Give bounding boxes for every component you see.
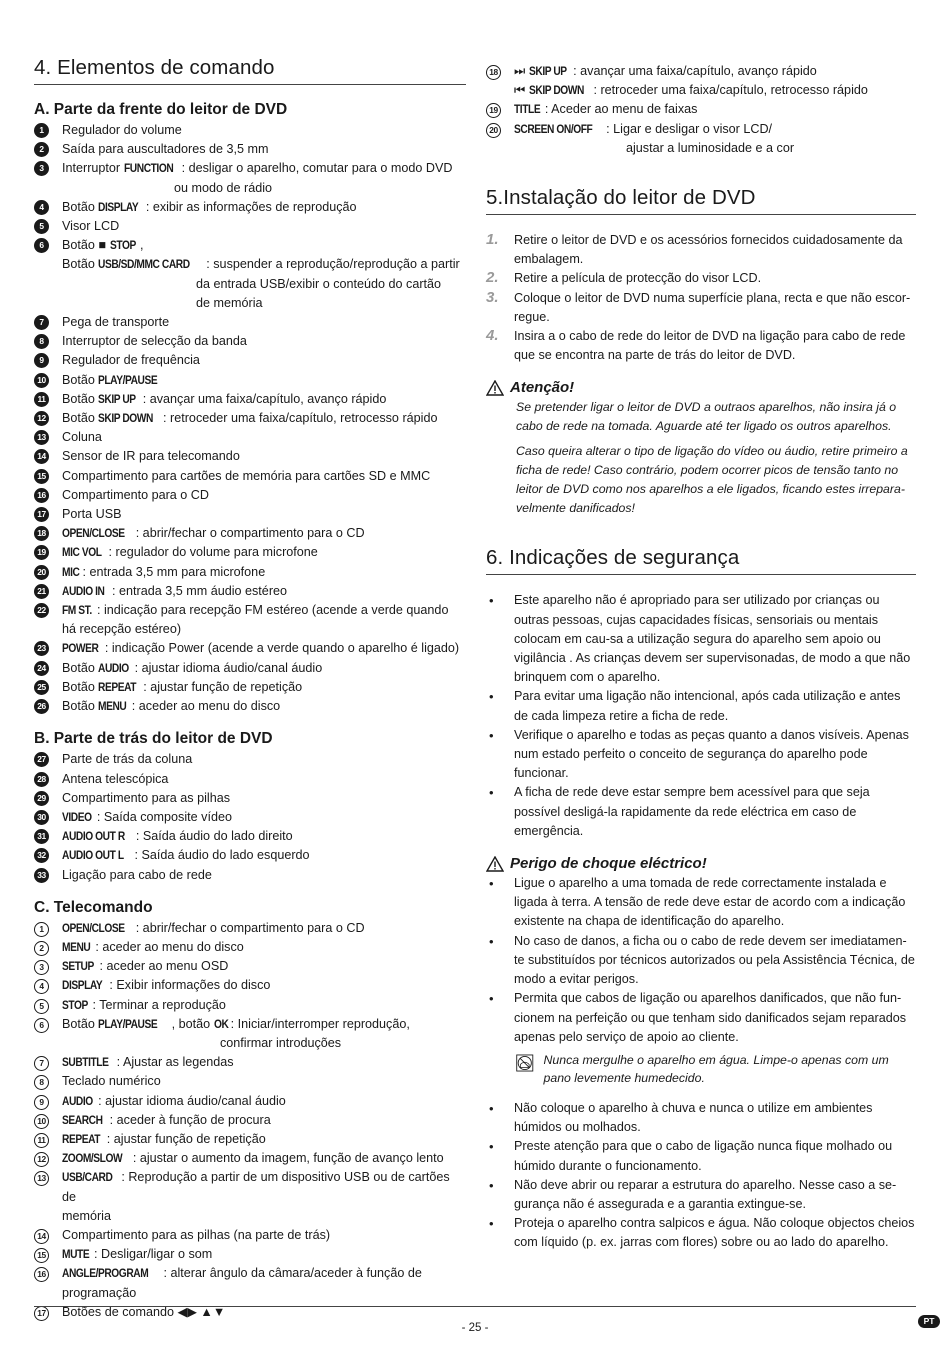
item-text: : Iniciar/interromper reprodução, (230, 1016, 410, 1031)
list-item (34, 1130, 466, 1149)
list-item (34, 1245, 466, 1264)
item-number: 13 (34, 1171, 49, 1186)
item-number: 4 (34, 979, 49, 994)
item-text: Compartimento para as pilhas (62, 790, 230, 805)
list-item (34, 601, 466, 639)
step-number: 1. (486, 231, 499, 249)
item-text: Regulador do volume (62, 123, 182, 137)
control-key-label: SKIP UP (528, 64, 567, 78)
bullet-item (486, 1214, 916, 1252)
bullet-icon: • (489, 933, 494, 949)
list-item (34, 447, 466, 466)
item-text: Compartimento para as pilhas (na parte de trás) (62, 1227, 331, 1242)
item-number: 12 (34, 411, 49, 426)
shock-bullets (486, 874, 916, 1047)
list-item (34, 486, 466, 505)
item-text: Porta USB (62, 507, 122, 522)
list-item (34, 217, 466, 236)
control-key-label: AUDIO (98, 660, 130, 675)
item-number: 8 (34, 334, 49, 349)
item-text: : Saída áudio do lado direito (135, 829, 293, 844)
list-item (34, 789, 466, 808)
list-item (486, 120, 916, 158)
item-text: : ajustar o aumento da imagem, função de avanço lento (132, 1151, 444, 1166)
item-number: 12 (34, 1152, 49, 1167)
control-key-label: AUDIO OUT R (62, 829, 125, 844)
list-item (34, 827, 466, 846)
control-key-label: SUBTITLE (62, 1055, 109, 1070)
item-text: Saída para auscultadores de 3,5 mm (62, 142, 269, 157)
item-text: : aceder ao menu do disco (95, 939, 244, 954)
page-number: - 25 - (461, 1322, 489, 1334)
item-text: Botão ■ (62, 238, 110, 253)
item-number: 17 (34, 507, 49, 522)
list-item (34, 390, 466, 409)
safety-bullets (486, 591, 916, 841)
item-number: 6 (34, 1018, 49, 1033)
item-number: 23 (34, 641, 49, 656)
item-number: 13 (34, 430, 49, 445)
item-text: : Reprodução a partir de um dispositivo USB ou de cartões de (62, 1170, 450, 1204)
item-text: Interruptor de selecção da banda (62, 334, 247, 349)
list-item (34, 1149, 466, 1168)
list-item (34, 639, 466, 658)
list-item (34, 750, 466, 769)
item-text: : Desligar/ligar o som (94, 1247, 213, 1262)
item-number: 14 (34, 1229, 49, 1244)
item-number: 19 (34, 545, 49, 560)
item-text: : ajustar função de repetição (143, 679, 303, 694)
list-item (34, 996, 466, 1015)
item-number: 2 (34, 142, 49, 157)
part-b-title: B. Parte de trás do leitor de DVD (34, 730, 273, 748)
bullet-text: Não deve abrir ou reparar a estrutura do aparelho. Nesse caso a se-gurança não é assegurada e a garantia extingue-se. (514, 1177, 897, 1211)
list-item (34, 236, 466, 255)
bullet-item (486, 591, 916, 687)
footer-divider (34, 1306, 916, 1307)
control-key-label: SKIP DOWN (98, 411, 154, 426)
list-item (34, 332, 466, 351)
bullet-icon: • (489, 727, 494, 743)
item-text: ⏮ (514, 83, 529, 98)
item-text: : avançar uma faixa/capítulo, avanço rápido (573, 64, 817, 78)
control-key-label: TITLE (514, 102, 541, 117)
step-text: Coloque o leitor de DVD numa superfície plana, recta e que não escor-regue. (514, 290, 911, 324)
attention-title: Atenção! (510, 379, 575, 397)
list-item (34, 313, 466, 332)
item-number: 22 (34, 603, 49, 618)
item-text: Botões de comando ◀▶ ▲▼ (62, 1304, 226, 1319)
item-number: 20 (34, 565, 49, 580)
item-text: : exibir as informações de reprodução (145, 199, 357, 214)
list-item (34, 467, 466, 486)
list-item (34, 1226, 466, 1245)
item-text: Interruptor (62, 161, 124, 176)
list-item (34, 543, 466, 562)
item-continuation: de memória (196, 295, 263, 310)
item-continuation: ou modo de rádio (174, 180, 273, 195)
item-number: 17 (34, 1306, 49, 1321)
control-key-label: STOP (109, 238, 136, 253)
bullet-item (486, 1176, 916, 1214)
list-item (34, 1264, 466, 1302)
control-key-label: FM ST. (62, 603, 92, 618)
bullet-text: No caso de danos, a ficha ou o cabo de rede devem ser imediatamen-te substituídos por técnicos autorizados ou pela Assistência Técnica, de modo a evitar perigos. (514, 933, 915, 987)
item-text: : indicação para recepção FM estéreo (acende a verde quando (97, 603, 449, 618)
bullet-text: A ficha de rede deve estar sempre bem acessível para que seja possível desligá-la rapidamente da rede eléctrica em caso de emergência. (514, 785, 870, 838)
list-item (34, 1111, 466, 1130)
installation-steps (486, 231, 916, 365)
control-key-label: MIC VOL (62, 545, 102, 560)
list-item (34, 976, 466, 995)
item-text: : alterar ângulo da câmara/aceder à função de programação (62, 1266, 422, 1300)
list-item (34, 938, 466, 957)
bullet-icon: • (489, 1216, 494, 1232)
no-immersion-icon (516, 1051, 534, 1075)
item-text: : indicação Power (acende a verde quando o aparelho é ligado) (104, 641, 460, 656)
item-continuation: há recepção estéreo) (62, 622, 182, 637)
list-item (34, 563, 466, 582)
bullet-icon: • (489, 991, 494, 1007)
control-key-label: ANGLE/PROGRAM (62, 1266, 149, 1281)
item-text: Botão (62, 1016, 99, 1031)
part-c-list-continued (486, 62, 916, 158)
general-bullets (486, 1099, 916, 1253)
control-key-label: MUTE (62, 1247, 90, 1262)
item-text: : aceder à função de procura (109, 1112, 271, 1127)
left-column (34, 56, 466, 1322)
bullet-item (486, 989, 916, 1047)
item-text: Compartimento para cartões de memória para cartões SD e MMC (62, 468, 431, 483)
item-number: 18 (34, 526, 49, 541)
item-text: : retroceder uma faixa/capítulo, retrocesso rápido (163, 411, 438, 426)
list-item (34, 1053, 466, 1072)
bullet-text: Verifique o aparelho e todas as peças quanto a danos visíveis. Apenas num estado perfeito o conceito de segurança do aparelho pode funcionar. (514, 727, 909, 781)
control-key-label: OPEN/CLOSE (62, 526, 125, 541)
control-key-label: MENU (98, 699, 127, 714)
list-item (34, 659, 466, 678)
item-number: 33 (34, 868, 49, 883)
item-text: Botão (62, 679, 99, 694)
item-text: Botão (62, 199, 99, 214)
item-text: Visor LCD (62, 219, 120, 234)
control-key-label: OPEN/CLOSE (62, 920, 125, 935)
item-text: : ajustar função de repetição (106, 1131, 266, 1146)
shock-heading (486, 855, 916, 872)
list-item (34, 1092, 466, 1111)
control-key-label: AUDIO IN (62, 583, 105, 598)
part-c-list (34, 919, 466, 1322)
item-number: 6 (34, 238, 49, 253)
bullet-icon: • (489, 1177, 494, 1193)
item-text: Ligação para cabo de rede (62, 867, 212, 882)
bullet-icon: • (489, 593, 494, 609)
control-key-label: SKIP UP (98, 391, 137, 406)
item-number: 21 (34, 584, 49, 599)
control-key-label: USB/SD/MMC CARD (98, 257, 191, 272)
list-item (34, 121, 466, 140)
list-item (34, 140, 466, 159)
item-number: 25 (34, 680, 49, 695)
control-key-label: VIDEO (62, 809, 92, 824)
item-text: : avançar uma faixa/capítulo, avanço rápido (142, 391, 387, 406)
item-number: 31 (34, 829, 49, 844)
item-text: Botão (62, 699, 99, 714)
bullet-item (486, 783, 916, 841)
list-item (34, 1072, 466, 1091)
item-text: : Ajustar as legendas (116, 1055, 234, 1070)
item-text: : abrir/fechar o compartimento para o CD (135, 920, 365, 935)
item-number: 28 (34, 772, 49, 787)
item-number: 3 (34, 960, 49, 975)
item-number: 24 (34, 661, 49, 676)
item-text: : Aceder ao menu de faixas (544, 102, 698, 117)
bullet-text: Não coloque o aparelho à chuva e nunca o utilize em ambientes húmidos ou molhados. (514, 1100, 873, 1135)
attention-heading (486, 379, 916, 396)
list-item (34, 159, 466, 197)
bullet-icon: • (489, 785, 494, 801)
list-item (34, 866, 466, 885)
item-number: 4 (34, 200, 49, 215)
control-key-label: POWER (62, 641, 99, 656)
item-text: Parte de trás da coluna (62, 752, 193, 767)
warning-triangle-icon (486, 380, 504, 396)
item-number: 1 (34, 123, 49, 138)
item-text: Teclado numérico (62, 1074, 161, 1089)
item-number: 16 (34, 1267, 49, 1282)
step-item (486, 269, 916, 288)
item-text: , (139, 238, 144, 253)
item-number: 9 (34, 353, 49, 368)
item-number: 9 (34, 1095, 49, 1110)
list-item (34, 957, 466, 976)
step-text: Retire a película de protecção do visor LCD. (514, 271, 762, 286)
list-item (34, 846, 466, 865)
item-continuation: ajustar a luminosidade e a cor (626, 140, 795, 155)
list-item (34, 582, 466, 601)
water-note-text: Nunca mergulhe o aparelho em água. Limpe-o apenas com um pano levemente humedecido. (543, 1052, 889, 1085)
list-item (34, 524, 466, 543)
item-text: : aceder ao menu do disco (131, 699, 281, 714)
part-b-list (34, 750, 466, 884)
item-continuation (514, 81, 916, 100)
control-key-label: STOP (62, 997, 88, 1012)
item-text: Coluna (62, 430, 102, 445)
list-item (34, 1168, 466, 1226)
bullet-item (486, 726, 916, 784)
warning-triangle-icon (486, 856, 504, 872)
item-text: : Exibir informações do disco (109, 978, 271, 993)
list-item (34, 351, 466, 370)
control-key-label: DISPLAY (98, 199, 139, 214)
list-item (34, 409, 466, 428)
control-key-label: SEARCH (62, 1112, 103, 1127)
item-number: 26 (34, 699, 49, 714)
list-item (34, 371, 466, 390)
item-text: Antena telescópica (62, 771, 169, 786)
item-number: 2 (34, 941, 49, 956)
item-text: : aceder ao menu OSD (99, 959, 229, 974)
control-key-label: SCREEN ON/OFF (514, 121, 593, 136)
item-text: : abrir/fechar o compartimento para o CD (135, 526, 365, 541)
shock-title: Perigo de choque eléctrico! (510, 855, 707, 873)
control-key-label: REPEAT (62, 1131, 101, 1146)
bullet-text: Este aparelho não é apropriado para ser utilizado por crianças ou outras pessoas, cujas capacidades físicas, sensoriais ou mentais colocam em cau-sa a utilização segura do aparelho sem apoio ou vigilância . As crianças devem ser supervisonadas, de modo a que não brinquem com o aparelho. (514, 593, 911, 685)
list-item (34, 919, 466, 938)
item-number: 10 (34, 373, 49, 388)
item-text: ⏭ (514, 64, 529, 78)
item-number: 10 (34, 1114, 49, 1129)
bullet-text: Para evitar uma ligação não intencional, após cada utilização e antes de cada limpeza retire a ficha de rede. (514, 689, 901, 723)
item-number: 20 (486, 123, 501, 138)
item-number: 5 (34, 219, 49, 234)
bullet-item (486, 932, 916, 990)
part-a-title: A. Parte da frente do leitor de DVD (34, 101, 288, 118)
item-text: : entrada 3,5 mm para microfone (82, 564, 266, 579)
control-key-label: SETUP (62, 959, 94, 974)
list-item (34, 770, 466, 789)
control-key-label: USB/CARD (62, 1170, 113, 1185)
item-text: Compartimento para o CD (62, 487, 209, 502)
bullet-item (486, 687, 916, 725)
list-item (34, 697, 466, 716)
item-number: 1 (34, 922, 49, 937)
item-text: Sensor de IR para telecomando (62, 449, 240, 464)
item-number: 18 (486, 65, 501, 80)
item-number: 30 (34, 810, 49, 825)
bullet-icon: • (489, 1100, 494, 1116)
control-key-label: MIC (62, 564, 80, 579)
control-key-label: OK (213, 1016, 229, 1031)
step-item (486, 327, 916, 365)
list-item (34, 428, 466, 447)
bullet-icon: • (489, 876, 494, 892)
item-continuation: confirmar introduções (220, 1035, 342, 1050)
control-key-label: ZOOM/SLOW (62, 1151, 123, 1166)
item-number: 27 (34, 752, 49, 767)
list-item (486, 100, 916, 119)
list-item (34, 505, 466, 524)
part-c-title: C. Telecomando (34, 898, 153, 916)
control-key-label: SKIP DOWN (528, 83, 584, 98)
bullet-text: Preste atenção para que o cabo de ligação nunca fique molhado ou húmido durante o funcionamento. (514, 1139, 893, 1173)
item-text: Botão (62, 372, 99, 387)
language-badge: PT (918, 1315, 940, 1328)
item-text: : ajustar idioma áudio/canal áudio (98, 1093, 286, 1108)
item-number: 5 (34, 999, 49, 1014)
bullet-text: Ligue o aparelho a uma tomada de rede correctamente instalada e ligada à terra. A tensão de rede deve estar de acordo com a indicação existente na chapa de identificação do aparelho. (514, 876, 906, 929)
list-item (34, 808, 466, 827)
list-item (34, 198, 466, 217)
attention-text-2: Caso queira alterar o tipo de ligação do vídeo ou áudio, retire primeiro a ficha de rede! Caso contrário, podem ocorrer picos de tensão tanto no leitor de DVD como nos aparelhos a ele ligados, ficando estes irrepara-velmente danificados! (516, 444, 908, 516)
item-text: : Saída áudio do lado esquerdo (134, 848, 310, 863)
section-6-title: 6. Indicações de segurança (486, 546, 916, 575)
item-text: Regulador de frequência (62, 353, 200, 368)
bullet-text: Permita que cabos de ligação ou aparelhos danificados, que não fun-cionem na perfeição ou que tenham sido danificados sejam reparados apenas pelo serviço de apoio ao cliente. (514, 991, 907, 1044)
item-text: Pega de transporte (62, 315, 170, 330)
control-key-label: AUDIO (62, 1093, 93, 1108)
item-number: 19 (486, 103, 501, 118)
bullet-text: Proteja o aparelho contra salpicos e água. Não coloque objectos cheios com líquido (p. ex. jarras com flores) sobre ou ao lado do aparelho. (514, 1216, 915, 1250)
item-number: 8 (34, 1075, 49, 1090)
step-number: 4. (486, 327, 499, 345)
item-text: : Terminar a reprodução (92, 997, 226, 1012)
control-key-label: MENU (62, 939, 91, 954)
step-text: Insira a o cabo de rede do leitor de DVD na ligação para cabo de rede que se encontra na parte de trás do leitor de DVD. (514, 329, 906, 363)
item-continuation: memória (62, 1208, 111, 1223)
control-key-label: PLAY/PAUSE (98, 1016, 158, 1031)
step-number: 2. (486, 269, 499, 287)
attention-text-1: Se pretender ligar o leitor de DVD a outraos aparelhos, não insira já o cabo de rede na tomada. Aguarde até ter ligado os outros aparelhos. (516, 400, 897, 434)
item-number: 14 (34, 449, 49, 464)
item-number: 32 (34, 848, 49, 863)
item-number: 7 (34, 1056, 49, 1071)
section-4-title: 4. Elementos de comando (34, 56, 466, 85)
item-text: Botão (62, 660, 99, 675)
control-key-label: REPEAT (98, 679, 137, 694)
item-text: : Saída composite vídeo (96, 809, 232, 824)
bullet-item (486, 1137, 916, 1175)
bullet-icon: • (489, 689, 494, 705)
step-text: Retire o leitor de DVD e os acessórios fornecidos cuidadosamente da embalagem. (514, 233, 903, 267)
item-text: : desligar o aparelho, comutar para o modo DVD (181, 161, 453, 176)
control-key-label: PLAY/PAUSE (98, 372, 158, 387)
item-number: 7 (34, 315, 49, 330)
step-number: 3. (486, 288, 499, 306)
item-number: 11 (34, 392, 49, 407)
item-text: Botão (62, 257, 99, 272)
step-item (486, 231, 916, 269)
item-number: 11 (34, 1133, 49, 1148)
list-item (34, 678, 466, 697)
item-number: 16 (34, 488, 49, 503)
item-text: Botão (62, 391, 99, 406)
item-number: 15 (34, 1248, 49, 1263)
part-a-list (34, 121, 466, 716)
bullet-item (486, 874, 916, 932)
water-note (486, 1051, 916, 1087)
item-text: Botão (62, 411, 99, 426)
item-text: : regulador do volume para microfone (108, 545, 318, 560)
item-text: : ajustar idioma áudio/canal áudio (134, 660, 323, 675)
bullet-icon: • (489, 1139, 494, 1155)
item-number: 15 (34, 469, 49, 484)
control-key-label: AUDIO OUT L (62, 848, 124, 863)
list-item (34, 255, 466, 313)
item-text: : retroceder uma faixa/capítulo, retrocesso rápido (593, 83, 868, 98)
item-text: : Ligar e desligar o visor LCD/ (606, 121, 773, 136)
control-key-label: FUNCTION (123, 161, 173, 176)
item-text: , botão (168, 1016, 214, 1031)
bullet-item (486, 1099, 916, 1137)
item-text: : entrada 3,5 mm áudio estéreo (112, 583, 288, 598)
control-key-label: DISPLAY (62, 978, 103, 993)
right-column (486, 62, 916, 1253)
list-item (34, 1015, 466, 1053)
item-continuation: da entrada USB/exibir o conteúdo do cartão (196, 276, 442, 291)
step-item (486, 289, 916, 327)
item-number: 29 (34, 791, 49, 806)
section-5-title: 5.Instalação do leitor de DVD (486, 186, 916, 215)
list-item (486, 62, 916, 100)
item-number: 3 (34, 161, 49, 176)
item-text: : suspender a reprodução/reprodução a partir (206, 257, 460, 272)
